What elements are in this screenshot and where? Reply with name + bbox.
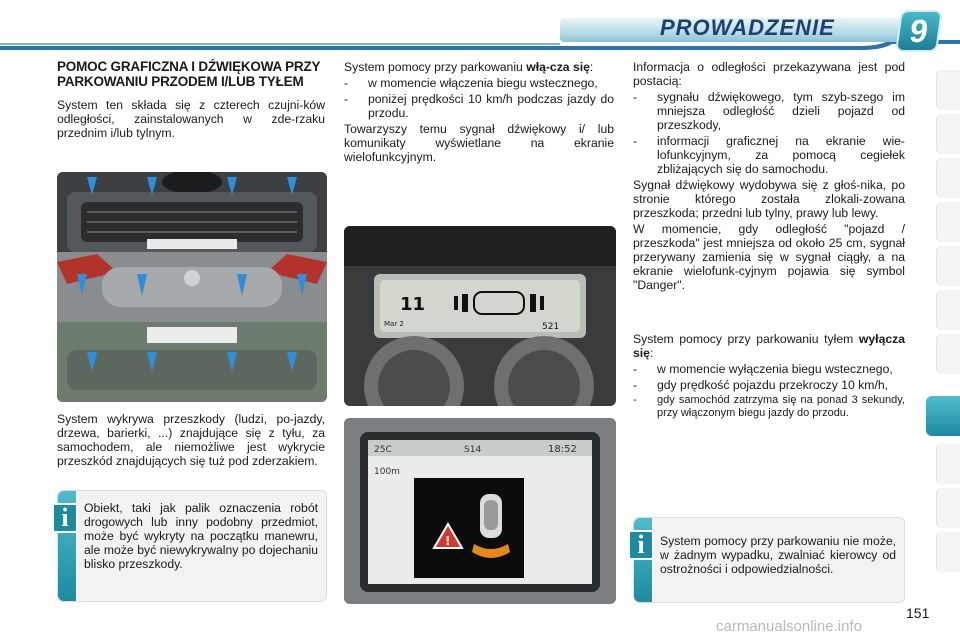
info-text: Obiekt, taki jak palik oznaczenia robót drogowych lub inny podobny przedmiot, może być wykryty na początku manewru, ale może być niewykrywalny po dojechaniu blisko przeszkody.: [84, 501, 318, 571]
display-number: 11: [400, 294, 426, 315]
list-item: - w momencie włączenia biegu wstecznego,: [344, 76, 614, 90]
activation-list: [344, 76, 614, 120]
page-title: PROWADZENIE: [660, 15, 835, 40]
list-item: - w momencie wyłączenia biegu wstecznego,: [633, 362, 905, 376]
info-box-responsibility: [633, 517, 905, 603]
deactivation-list: [633, 362, 905, 392]
column-3: [633, 60, 905, 294]
svg-text:!: !: [445, 534, 451, 548]
page-number: 151: [906, 605, 930, 621]
chapter-tab[interactable]: [936, 334, 960, 374]
cluster-display-photo: [344, 226, 616, 406]
chapter-tab[interactable]: [936, 158, 960, 198]
bumper-sensors-photo: [57, 172, 327, 402]
list-item: - informacji graficznej na ekranie wie-lofunkcyjnym, za pomocą cegiełek zbliżających się do samochodu.: [633, 134, 905, 176]
activation-intro: [344, 60, 614, 74]
activation-prefix: System pomocy przy parkowaniu: [344, 60, 527, 74]
info-icon: i: [52, 503, 78, 533]
chapter-number: 9: [907, 12, 931, 49]
chapter-tabs: [926, 70, 960, 600]
info-intro: Informacja o odległości przekazywana jest pod postacią:: [633, 60, 905, 88]
chapter-tab-active[interactable]: [926, 396, 960, 436]
info-box-obstacle: [57, 490, 327, 602]
display-right-value: 521: [542, 322, 560, 332]
screen-center: S14: [464, 445, 482, 455]
detection-paragraph: System wykrywa przeszkody (ludzi, po-jazdy, drzewa, barierki, ...) znajdujące się z tyłu, za samochodem, ale niemożliwe jest wykrycie przeszkód znajdujących się tuż pod zderzakiem.: [57, 412, 325, 468]
multifunction-screen-photo: [344, 418, 616, 604]
list-item: - gdy samochód zatrzyma się na ponad 3 sekundy, przy włączonym biegu jazdy do przodu.: [633, 394, 905, 419]
column-1: [57, 60, 325, 142]
bumper-illustration: [57, 172, 327, 402]
activation-bold: włą-cza się: [526, 60, 590, 74]
deactivation-list-small: [633, 394, 905, 419]
chapter-tab[interactable]: [936, 114, 960, 154]
page-header: [0, 0, 960, 48]
chapter-tab[interactable]: [936, 70, 960, 110]
deactivation-prefix: System pomocy przy parkowaniu tyłem: [633, 332, 859, 346]
watermark: carmanualsonline.info: [716, 618, 862, 635]
list-item: - gdy prędkość pojazdu przekroczy 10 km/h,: [633, 378, 905, 392]
chapter-tab[interactable]: [936, 202, 960, 242]
chapter-tab[interactable]: [936, 444, 960, 484]
column-2: [344, 60, 614, 166]
chapter-tab[interactable]: [936, 532, 960, 572]
chapter-tab[interactable]: [936, 290, 960, 330]
chapter-badge: [895, 10, 943, 52]
danger-paragraph: W momencie, gdy odległość "pojazd / przeszkoda" jest mniejsza od około 25 cm, sygnał przerywany zamienia się w sygnał ciągły, a na ekranie wielofunk-cyjnym pojawia się symbol "Danger".: [633, 222, 905, 292]
section-title: POMOC GRAFICZNA I DŹWIĘKOWA PRZY PARKOWANIU PRZODEM I/LUB TYŁEM: [57, 59, 321, 89]
deactivation-intro: [633, 332, 905, 360]
accompany-paragraph: Towarzyszy temu sygnał dźwiękowy i/ lub komunikaty wyświetlane na ekranie wielofunkcyjnym.: [344, 122, 614, 164]
detection-text: [57, 412, 325, 470]
screen-time: 18:52: [548, 444, 577, 455]
deactivation-suffix: :: [649, 346, 654, 360]
sound-side-paragraph: Sygnał dźwiękowy wydobywa się z głoś-nika, po stronie którego została zlokali-zowana przeszkoda; przedni lub tylny, prawy lub lewy.: [633, 178, 905, 220]
cluster-illustration: [344, 226, 616, 406]
chapter-tab[interactable]: [936, 246, 960, 286]
activation-suffix: :: [589, 60, 594, 74]
intro-paragraph: System ten składa się z czterech czujni-ków odległości, zainstalowanych w zde-rzaku przednim i/lub tylnym.: [57, 98, 325, 140]
screen-illustration: [344, 418, 616, 604]
screen-distance: 100m: [374, 467, 400, 477]
chapter-tab[interactable]: [936, 488, 960, 528]
list-item: - poniżej prędkości 10 km/h podczas jazdy do przodu.: [344, 92, 614, 120]
display-date: Mar 2: [384, 320, 404, 328]
list-item: - sygnału dźwiękowego, tym szyb-szego im mniejsza odległość dzieli pojazd od przeszkody,: [633, 90, 905, 132]
deactivation-bold: wyłącza się: [633, 332, 905, 360]
info-list: [633, 90, 905, 176]
info-text: System pomocy przy parkowaniu nie może, w żadnym wypadku, zwalniać kierowcy od ostrożności i odpowiedzialności.: [660, 534, 896, 576]
deactivation-section: [633, 332, 905, 421]
screen-temp: 25C: [374, 445, 392, 455]
info-icon: i: [628, 530, 654, 560]
